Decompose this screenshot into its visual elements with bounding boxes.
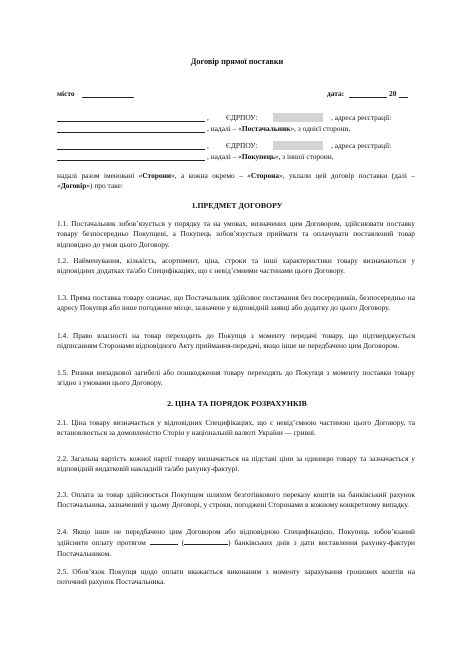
document-page: Договір прямої поставки місто дата: 20 , ЄДРПОУ: , адреса реєстрації: , надалі – «Постачальник», з однієї сторони, , ЄДРПОУ: , адреса реєстрації: , надалі – «Покупець», з іншої сторони, надалі разом іменовані «Сторони», а кожна окремо – «Сторона», уклали цей договір поставки (далі – «Договір») про таке: 1.ПРЕДМЕТ ДОГОВОРУ 1.1. Постачальник зобов’язується у порядку та на умовах, визначених цим Договором, здійснювати поставку товару безпосередньо Покупцеві, а Покупець зобов’язується приймати та оплачувати поставлений товар відповідно до умов цього Договору. 1.2. Найменування, кількість, асортимент, ціна, строки та інші характеристики товару визначаються у відповідних додатках та/або Специфікаціях, що є невід’ємними частинами цього Договору. 1.3. Пряма поставка товару означає, що Постачальник здійснює постачання без посередників, безпосередньо на адресу Покупця або інше погоджене місце, зазначене у відповідній заявці або додатку до цього Договору. 1.4. Право власності на товар переходить до Покупця з моменту передачі товару, що підтверджується підписанням Сторонами відповідного Акту приймання-передачі, якщо інше не передбачено цим Договором. 1.5. Ризики випадкової загибелі або пошкодження товару переходять до Покупця з моменту поставки товару згідно з умовами цього Договору. 2. ЦІНА ТА ПОРЯДОК РОЗРАХУНКІВ 2.1. Ціна товару визначається у відповідних Специфікаціях, що є невід’ємною частиною цього Договору, та встановлюється за домовленістю Сторін у національній валюті України — гривні. 2.2. Загальна вартість кожної партії товару визначається на підставі ціни за одиницю товару та зазначається у відповідній видатковій накладній та/або рахунку-фактурі. 2.3. Оплата за товар здійснюється Покупцем шляхом безготівкового переказу коштів на банківський рахунок Постачальника, зазначений у цьому Договорі, у строки, погоджені Сторонами в кожному конкретному випадку. 2.4. Якщо інше не передбачено цим Договором або відповідною Специфікацією, Покупець зобов’язаний здійснити оплату протягом ( ) банківських днів з дати виставлення рахунку-фактури Постачальником. 2.5. Обов’язок Покупця щодо оплати вважається виконаним з моменту зарахування грошових коштів на поточний рахунок Постачальника. [0,0,474,670]
date-field[interactable] [349,97,387,98]
date-label: дата: [327,89,345,98]
payment-days-field[interactable] [150,537,178,545]
payment-days-words-field[interactable] [184,537,228,545]
party1-edrpou-field[interactable] [273,113,323,122]
clause-2-3: 2.3. Оплата за товар здійснюється Покупцем шляхом безготівкового переказу коштів на банківський рахунок Постачальника, зазначений у цьому Договорі, у строки, погоджені Сторонами в кожному конкретному випадку. [57,490,415,510]
party2-address-label: , адреса реєстрації: [331,141,392,150]
clause-1-3: 1.3. Пряма поставка товару означає, що Постачальник здійснює постачання без посередників, безпосередньо на адресу Покупця або інше погоджене місце, зазначене у відповідній заявці або додатку до цього Договору. [57,293,415,313]
document-title: Договір прямої поставки [190,57,284,66]
party1-address-label: , адреса реєстрації: [331,113,392,122]
clause-1-4: 1.4. Право власності на товар переходить до Покупця з моменту передачі товару, що підтверджується підписанням Сторонами відповідного Акту приймання-передачі, якщо інше не передбачено цим Договором. [57,331,415,351]
clause-1-5: 1.5. Ризики випадкової загибелі або пошкодження товару переходять до Покупця з моменту поставки товару згідно з умовами цього Договору. [57,368,415,388]
party1-name-field[interactable] [57,121,205,122]
section-2-heading: 2. ЦІНА ТА ПОРЯДОК РОЗРАХУНКІВ [167,399,307,408]
clause-2-5: 2.5. Обов’язок Покупця щодо оплати вважається виконаним з моменту зарахування грошових коштів на поточний рахунок Постачальника. [57,567,415,587]
clause-2-2: 2.2. Загальна вартість кожної партії товару визначається на підставі ціни за одиницю товару та зазначається у відповідній видатковій накладній та/або рахунку-фактурі. [57,454,415,474]
party2-name-field[interactable] [57,149,205,150]
date-year: 20 [389,89,397,98]
party1-role: , надалі – «Постачальник», з однієї сторони, [207,124,351,133]
party2-edrpou-field[interactable] [273,141,323,150]
clause-2-4: 2.4. Якщо інше не передбачено цим Договором або відповідною Специфікацією, Покупець зобов’язаний здійснити оплату протягом ( ) банківських днів з дати виставлення рахунку-фактури Постачальником. [57,527,415,558]
clause-2-1: 2.1. Ціна товару визначається у відповідних Специфікаціях, що є невід’ємною частиною цього Договору, та встановлюється за домовленістю Сторін у національній валюті України — гривні. [57,418,415,438]
clause-1-2: 1.2. Найменування, кількість, асортимент, ціна, строки та інші характеристики товару визначаються у відповідних додатках та/або Специфікаціях, що є невід’ємними частинами цього Договору. [57,256,415,276]
clause-1-1: 1.1. Постачальник зобов’язується у порядку та на умовах, визначених цим Договором, здійснювати поставку товару безпосередньо Покупцеві, а Покупець зобов’язується приймати та оплачувати поставлений товар відповідно до умов цього Договору. [57,219,415,249]
year-field[interactable] [399,97,408,98]
city-label: місто [57,89,75,98]
city-field[interactable] [82,97,134,98]
party1-address-field[interactable] [57,132,205,133]
party1-edrpou-label: ЄДРПОУ: [226,113,258,122]
section-1-heading: 1.ПРЕДМЕТ ДОГОВОРУ [191,201,283,210]
party2-edrpou-label: ЄДРПОУ: [226,141,258,150]
party2-address-field[interactable] [57,160,205,161]
intro-paragraph: надалі разом іменовані «Сторони», а кожна окремо – «Сторона», уклали цей договір поставки (далі – «Договір») про таке: [57,171,416,191]
party2-role: , надалі – «Покупець», з іншої сторони, [207,152,334,161]
